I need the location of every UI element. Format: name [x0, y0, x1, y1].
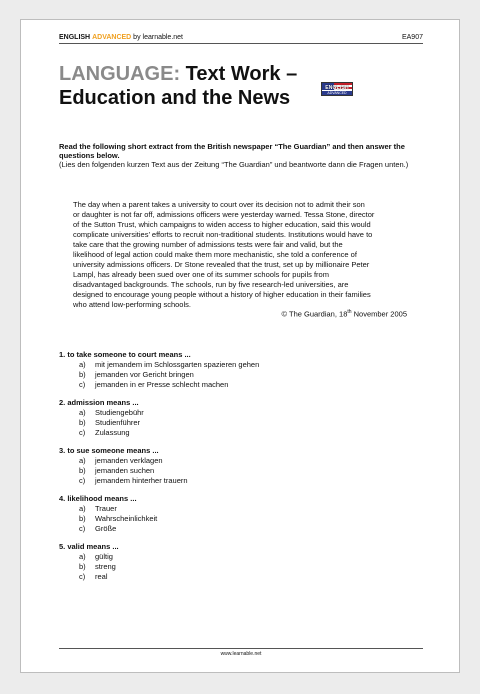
option-text: streng: [95, 562, 116, 571]
option-letter: b): [79, 418, 86, 427]
flag-text: ENGLISH: [325, 85, 349, 91]
source-prefix: © The Guardian, 18: [281, 309, 348, 319]
extract-line: university admissions officers. Dr Stone revealed that the trust, set up by millionaire Peter: [73, 260, 370, 269]
brand: [59, 34, 183, 41]
answer-option: [59, 456, 431, 466]
option-letter: b): [79, 514, 86, 523]
option-letter: a): [79, 504, 86, 513]
answer-option: [59, 524, 431, 534]
title-lang: LANGUAGE:: [59, 63, 181, 85]
title-line2: Education and the News: [59, 87, 291, 109]
question-5: [59, 542, 431, 582]
option-letter: c): [79, 524, 86, 533]
answer-option: [59, 504, 431, 514]
question-1: [59, 350, 431, 390]
news-extract: [73, 200, 407, 310]
option-text: gültig: [95, 552, 113, 561]
option-letter: c): [79, 572, 86, 581]
option-text: jemanden verklagen: [95, 456, 163, 465]
question-text: 5. valid means ...: [59, 542, 119, 551]
option-letter: b): [79, 370, 86, 379]
question-3: [59, 446, 431, 486]
question-text: 2. admission means ...: [59, 398, 139, 407]
option-text: Trauer: [95, 504, 117, 513]
option-text: Studienführer: [95, 418, 141, 427]
option-letter: b): [79, 466, 86, 475]
extract-line: The day when a parent takes a university to court over its decision not to admit their son: [73, 200, 365, 209]
answer-option: [59, 514, 431, 524]
option-text: Zulassung: [95, 428, 130, 437]
title-line1: Text Work –: [185, 63, 298, 85]
extract-line: of the Sutton Trust, which campaigns to widen access to higher education, said this would: [73, 220, 371, 229]
answer-option: [59, 562, 431, 572]
option-text: jemanden vor Gericht bringen: [95, 370, 194, 379]
question-text: 3. to sue someone means ...: [59, 446, 159, 455]
option-text: mit jemandem im Schlossgarten spazieren gehen: [95, 360, 260, 369]
extract-line: who attend low-performing schools.: [73, 300, 191, 309]
extract-line: likelihood of legal action could make them more mechanistic, she told a conference of: [73, 250, 357, 259]
option-text: Studiengebühr: [95, 408, 144, 417]
page-footer: www.learnable.net: [59, 648, 423, 657]
source-citation: [73, 309, 407, 319]
extract-line: designed to encourage young people without a history of higher education in their families: [73, 290, 371, 299]
question-text: 4. likelihood means ...: [59, 494, 137, 503]
extract-line: take care that the growing number of admissions tests were fair and valid, but the: [73, 240, 343, 249]
answer-option: [59, 428, 431, 438]
answer-option: [59, 380, 431, 390]
option-text: Größe: [95, 524, 117, 533]
instruction-english: Read the following short extract from the British newspaper “The Guardian” and then answer the questions below.: [59, 142, 405, 160]
worksheet-code: EA907: [401, 34, 423, 41]
option-letter: a): [79, 408, 86, 417]
flag-subtext: ADVANCED: [322, 91, 352, 95]
instruction-german: (Lies den folgenden kurzen Text aus der Zeitung “The Guardian” und beantworte dann die Fragen unten.): [59, 160, 409, 169]
option-text: jemanden in er Presse schlecht machen: [95, 380, 229, 389]
answer-option: [59, 408, 431, 418]
option-text: real: [95, 572, 108, 581]
question-2: [59, 398, 431, 438]
answer-option: [59, 418, 431, 428]
question-text: 1. to take someone to court means ...: [59, 350, 191, 359]
option-letter: a): [79, 360, 86, 369]
extract-line: complicate universities’ efforts to recruit non-traditional students. Institutions would have to: [73, 230, 373, 239]
answer-option: [59, 360, 431, 370]
brand-strong: ENGLISH: [59, 34, 91, 41]
english-flag-logo: [321, 82, 353, 96]
option-text: jemanden suchen: [95, 466, 155, 475]
worksheet-page: [20, 19, 460, 673]
extract-line: disadvantaged backgrounds. The schools, run by five research-led universities, are: [73, 280, 349, 289]
option-text: Wahrscheinlichkeit: [95, 514, 158, 523]
option-letter: b): [79, 562, 86, 571]
answer-option: [59, 370, 431, 380]
extract-line: Lampl, has already been sued over one of its summer schools for pupils from: [73, 270, 329, 279]
source-suffix: November 2005: [351, 309, 407, 319]
answer-option: [59, 552, 431, 562]
brand-rest: by learnable.net: [131, 34, 183, 41]
source-sup: th: [347, 309, 352, 315]
option-letter: a): [79, 456, 86, 465]
question-list: [59, 350, 431, 590]
brand-accent: ADVANCED: [92, 34, 132, 41]
extract-line: or daughter is not far off, admissions officers were yesterday warned. Tessa Stone, director: [73, 210, 375, 219]
option-text: jemandem hinterher trauern: [95, 476, 188, 485]
answer-option: [59, 476, 431, 486]
option-letter: c): [79, 476, 86, 485]
option-letter: c): [79, 428, 86, 437]
page-header: [59, 34, 423, 44]
question-4: [59, 494, 431, 534]
answer-option: [59, 572, 431, 582]
answer-option: [59, 466, 431, 476]
option-letter: a): [79, 552, 86, 561]
option-letter: c): [79, 380, 86, 389]
